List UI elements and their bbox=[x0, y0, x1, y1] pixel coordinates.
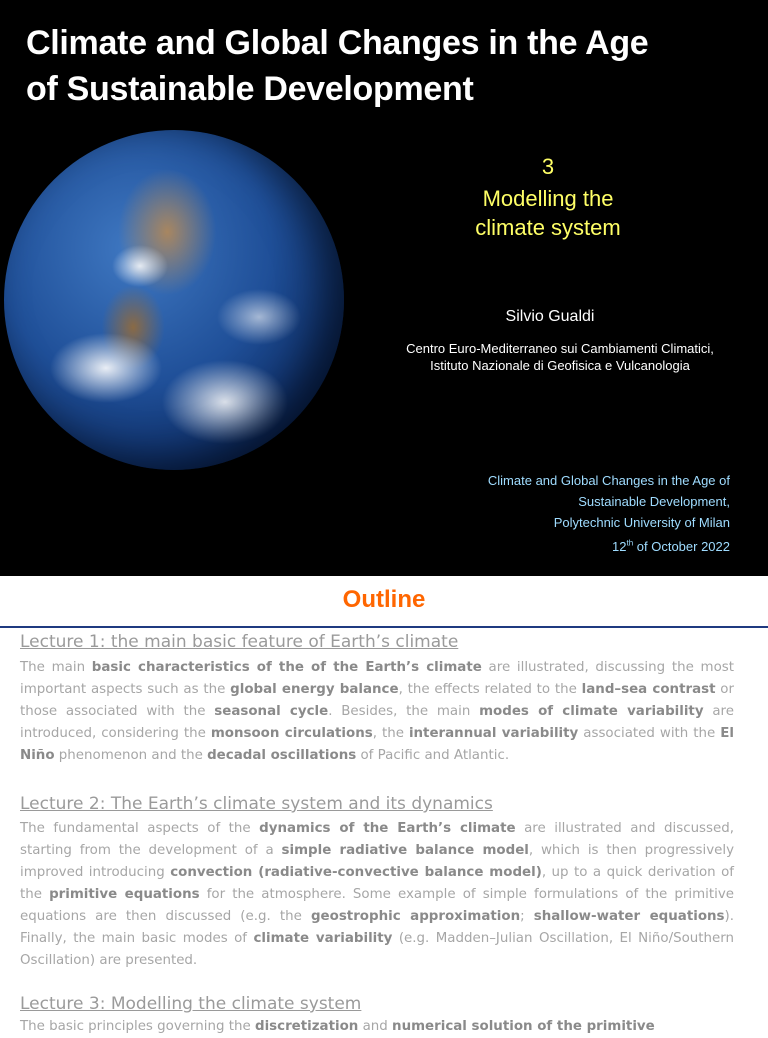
text-run: , the bbox=[372, 726, 409, 741]
lecture2-heading: Lecture 2: The Earth’s climate system and its dynamics bbox=[20, 794, 493, 814]
author-name: Silvio Gualdi bbox=[505, 308, 595, 325]
text-run: The main bbox=[20, 660, 92, 675]
bold-term: shallow-water equations bbox=[533, 909, 725, 924]
bold-term: climate variability bbox=[253, 931, 393, 946]
lecture-subtitle bbox=[430, 184, 666, 242]
bold-term: simple radiative balance model bbox=[281, 843, 529, 858]
text-run: are illustrated and discussed, starting from the development of a bbox=[20, 821, 734, 858]
date-day: 12 bbox=[612, 539, 627, 555]
bold-term: El Niño bbox=[20, 726, 734, 763]
bold-term: decadal oscillations bbox=[207, 748, 357, 763]
bold-term: modes of climate variability bbox=[479, 704, 704, 719]
main-title-line2: of Sustainable Development bbox=[26, 70, 474, 108]
bold-term: dynamics of the Earth’s climate bbox=[259, 821, 516, 836]
affiliation-line2: Istituto Nazionale di Geofisica e Vulcanologia bbox=[430, 358, 690, 373]
lecture-subtitle-line1: Modelling the bbox=[482, 186, 614, 211]
text-run: are introduced, considering the bbox=[20, 704, 735, 741]
text-run: ; bbox=[520, 909, 534, 924]
text-run: (e.g. Madden–Julian Oscillation, El Niño/Southern Oscillation) are presented. bbox=[20, 931, 734, 968]
lecture3-heading: Lecture 3: Modelling the climate system bbox=[20, 994, 362, 1014]
date-line bbox=[612, 539, 730, 554]
outline-slide bbox=[0, 576, 768, 1034]
text-run: phenomenon and the bbox=[54, 748, 208, 763]
date-rest: of October 2022 bbox=[633, 539, 730, 555]
earth-image bbox=[4, 130, 344, 470]
text-run: The fundamental aspects of the bbox=[20, 821, 260, 836]
lecture2-description bbox=[20, 818, 734, 972]
lecture3-description bbox=[20, 1016, 734, 1038]
text-run: or those associated with the bbox=[20, 682, 734, 719]
bold-term: convection (radiative-convective balance model) bbox=[170, 865, 542, 880]
course-line1: Climate and Global Changes in the Age of bbox=[487, 473, 730, 488]
text-run: are illustrated, discussing the most important aspects such as the bbox=[20, 660, 734, 697]
main-title bbox=[26, 20, 746, 112]
bold-term: monsoon circulations bbox=[210, 726, 373, 741]
bold-term: numerical solution of the primitive bbox=[392, 1019, 655, 1034]
text-run: associated with the bbox=[578, 726, 721, 741]
text-run: , the effects related to the bbox=[398, 682, 582, 697]
text-run: , up to a quick derivation of the bbox=[20, 865, 734, 902]
text-run: The basic principles governing the bbox=[20, 1019, 255, 1034]
bold-term: discretization bbox=[254, 1019, 359, 1034]
bold-term: seasonal cycle bbox=[214, 704, 329, 719]
course-line3: Polytechnic University of Milan bbox=[553, 515, 730, 530]
outline-title: Outline bbox=[342, 586, 426, 613]
bold-term: global energy balance bbox=[230, 682, 399, 697]
lecture1-heading: Lecture 1: the main basic feature of Earth’s climate bbox=[20, 632, 459, 652]
main-title-line1: Climate and Global Changes in the Age bbox=[26, 24, 649, 62]
bold-term: basic characteristics of the of the Earth’s climate bbox=[91, 660, 482, 675]
text-run: for the atmosphere. Some example of simple formulations of the primitive equations are then discussed (e.g. the bbox=[20, 887, 734, 924]
author-affiliation bbox=[360, 340, 760, 374]
text-run: and bbox=[358, 1019, 393, 1034]
lecture-subtitle-line2: climate system bbox=[475, 215, 621, 240]
affiliation-line1: Centro Euro-Mediterraneo sui Cambiamenti Climatici, bbox=[406, 341, 714, 356]
lecture1-description bbox=[20, 657, 734, 767]
text-run: . Besides, the main bbox=[328, 704, 480, 719]
bold-term: land–sea contrast bbox=[581, 682, 716, 697]
text-run: of Pacific and Atlantic. bbox=[356, 748, 510, 763]
lecture-number: 3 bbox=[541, 154, 555, 179]
bold-term: primitive equations bbox=[49, 887, 200, 902]
text-run: , which is then progressively improved introducing bbox=[20, 843, 734, 880]
course-info bbox=[400, 470, 730, 557]
date-suffix: th bbox=[626, 539, 634, 548]
bold-term: interannual variability bbox=[408, 726, 579, 741]
title-divider bbox=[0, 626, 768, 628]
bold-term: geostrophic approximation bbox=[310, 909, 521, 924]
course-line2: Sustainable Development, bbox=[578, 494, 730, 509]
text-run: ). Finally, the main basic modes of bbox=[20, 909, 735, 946]
